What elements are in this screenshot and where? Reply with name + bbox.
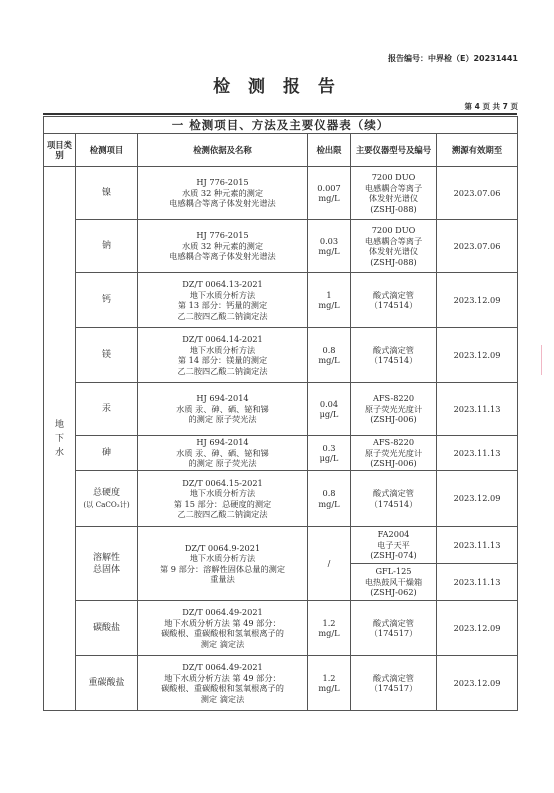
- method-line: 的测定 原子荧光法: [188, 458, 257, 469]
- instrument-cell: [351, 471, 437, 527]
- limit-line: 0.8: [322, 344, 336, 355]
- instrument-line: （174514）: [369, 300, 418, 310]
- col-header-method: 检测依据及名称: [138, 134, 308, 167]
- instrument-cell: [351, 328, 437, 383]
- method-line: 地下水质分析方法 第 49 部分：: [164, 617, 281, 628]
- limit-line: 0.03: [319, 235, 339, 246]
- limit-cell: [308, 471, 351, 527]
- method-line: 电感耦合等离子体发射光谱法: [169, 251, 276, 262]
- instrument-line: 酸式滴定管: [373, 617, 414, 628]
- date-cell: 2023.11.13: [437, 436, 518, 471]
- table-row: [44, 383, 518, 436]
- instrument-cell: [351, 167, 437, 220]
- instrument-line: 电热鼓风干燥箱: [364, 576, 423, 587]
- section-title: 一 检测项目、方法及主要仪器表（续）: [44, 117, 518, 134]
- item-name: 钙: [101, 295, 111, 305]
- header-rule: [43, 113, 517, 115]
- limit-cell: [308, 273, 351, 328]
- method-line: 乙二胺四乙酸二钠滴定法: [177, 365, 268, 376]
- item-name: 汞: [101, 404, 111, 414]
- instrument-cell: [351, 656, 437, 711]
- date-cell: 2023.11.13: [437, 564, 518, 601]
- item-cell: [76, 601, 138, 656]
- method-line: DZ/T 0064.9-2021: [184, 542, 261, 553]
- col-header-instrument: 主要仪器型号及编号: [351, 134, 437, 167]
- instrument-cell: [351, 527, 437, 564]
- table-row: [44, 328, 518, 383]
- item-cell: [76, 436, 138, 471]
- method-cell: [138, 220, 308, 273]
- instrument-line: AFS-8220: [372, 437, 415, 448]
- table-row: [44, 273, 518, 328]
- method-cell: [138, 527, 308, 601]
- method-line: DZ/T 0064.14-2021: [182, 334, 263, 344]
- col-header-category: 项目类别: [44, 134, 76, 167]
- limit-line: mg/L: [318, 628, 340, 638]
- page-indicator: 第 4 页 共 7 页: [464, 102, 518, 111]
- method-line: DZ/T 0064.13-2021: [182, 279, 263, 289]
- instrument-line: 原子荧光光度计: [364, 403, 423, 414]
- limit-cell: [308, 436, 351, 471]
- instrument-line: 酸式滴定管: [373, 672, 414, 683]
- item-name: 总硬度: [92, 487, 120, 498]
- table-row: [44, 656, 518, 711]
- table-row: [44, 436, 518, 471]
- method-line: DZ/T 0064.15-2021: [182, 477, 263, 488]
- method-line: HJ 694-2014: [196, 393, 249, 404]
- item-cell: [76, 328, 138, 383]
- instrument-line: (ZSHJ-006): [370, 458, 417, 469]
- item-cell: [76, 220, 138, 273]
- item-name: 钠: [101, 241, 111, 251]
- method-line: 碳酸根、重碳酸根和氢氧根离子的: [161, 683, 284, 693]
- item-name: 砷: [101, 448, 111, 458]
- item-cell: [76, 273, 138, 328]
- instrument-line: (ZSHJ-062): [370, 587, 417, 598]
- item-name: 镁: [101, 350, 111, 360]
- instrument-cell: [351, 273, 437, 328]
- limit-line: 0.3: [322, 442, 336, 453]
- method-line: 第 13 部分：钙量的测定: [177, 300, 268, 310]
- method-line: DZ/T 0064.49-2021: [182, 607, 263, 617]
- table-row: [44, 527, 518, 564]
- method-line: 水质 32 种元素的测定: [181, 187, 264, 198]
- instrument-cell: [351, 564, 437, 601]
- instrument-line: GFL-125: [375, 566, 412, 577]
- method-cell: [138, 656, 308, 711]
- instrument-line: （174514）: [369, 498, 418, 509]
- method-line: HJ 776-2015: [196, 177, 249, 188]
- limit-cell: [308, 383, 351, 436]
- method-line: 第 14 部分：镁量的测定: [177, 355, 268, 365]
- limit-line: μg/L: [319, 453, 339, 463]
- instrument-line: 电感耦合等离子: [364, 235, 423, 246]
- limit-line: 0.007: [317, 182, 341, 193]
- limit-line: μg/L: [319, 409, 339, 419]
- item-cell: [76, 167, 138, 220]
- table-row: [44, 220, 518, 273]
- method-line: 地下水质分析方法 第 49 部分：: [164, 672, 281, 683]
- limit-line: mg/L: [318, 355, 340, 365]
- instrument-line: (ZSHJ-074): [370, 550, 417, 561]
- date-cell: 2023.11.13: [437, 383, 518, 436]
- instrument-cell: [351, 383, 437, 436]
- method-cell: [138, 273, 308, 328]
- method-cell: [138, 383, 308, 436]
- limit-line: mg/L: [318, 246, 340, 256]
- item-cell: [76, 383, 138, 436]
- limit-line: /: [327, 558, 331, 569]
- date-cell: 2023.12.09: [437, 273, 518, 328]
- method-cell: [138, 328, 308, 383]
- method-line: 水质 汞、砷、硒、铋和锑: [176, 403, 269, 414]
- method-line: 电感耦合等离子体发射光谱法: [169, 198, 276, 209]
- limit-line: 0.04: [319, 398, 339, 409]
- col-header-limit: 检出限: [308, 134, 351, 167]
- limit-line: 1: [326, 289, 332, 300]
- instrument-line: (ZSHJ-088): [370, 203, 417, 214]
- margin-mark: [541, 345, 550, 375]
- method-line: 重量法: [210, 574, 235, 584]
- instrument-cell: [351, 436, 437, 471]
- date-cell: 2023.12.09: [437, 601, 518, 656]
- instrument-line: （174514）: [369, 355, 418, 365]
- instrument-line: AFS-8220: [372, 393, 415, 404]
- limit-line: 0.8: [322, 488, 336, 498]
- limit-line: mg/L: [318, 193, 340, 203]
- method-line: 测定 滴定法: [200, 638, 245, 649]
- limit-cell: [308, 601, 351, 656]
- methods-table: [43, 116, 518, 711]
- limit-line: mg/L: [318, 498, 340, 509]
- instrument-line: 原子荧光光度计: [364, 447, 423, 458]
- method-line: 地下水质分析方法: [189, 289, 256, 300]
- item-subnote: (以 CaCO₃计): [83, 499, 130, 509]
- limit-cell: [308, 328, 351, 383]
- limit-cell: [308, 167, 351, 220]
- col-header-item: 检测项目: [76, 134, 138, 167]
- instrument-line: （174517）: [369, 683, 418, 693]
- table-row: [44, 167, 518, 220]
- instrument-line: FA2004: [377, 529, 410, 540]
- category-label: 地下水: [54, 419, 64, 458]
- method-line: 地下水质分析方法: [189, 488, 256, 498]
- limit-line: 1.2: [322, 672, 336, 683]
- instrument-line: 酸式滴定管: [373, 344, 414, 355]
- report-number: 报告编号：中界检（E）20231441: [388, 54, 518, 63]
- limit-line: mg/L: [318, 683, 340, 693]
- method-line: 水质 32 种元素的测定: [181, 240, 264, 251]
- method-line: 地下水质分析方法: [189, 344, 256, 355]
- item-name: 溶解性总固体: [92, 552, 120, 575]
- instrument-cell: [351, 601, 437, 656]
- method-line: 水质 汞、砷、硒、铋和锑: [176, 447, 269, 458]
- instrument-line: 电子天平: [377, 539, 410, 550]
- date-cell: 2023.12.09: [437, 328, 518, 383]
- instrument-line: 体发射光谱仪: [368, 246, 419, 256]
- method-line: 乙二胺四乙酸二钠滴定法: [177, 310, 268, 321]
- instrument-line: 7200 DUO: [371, 172, 416, 182]
- limit-line: 1.2: [322, 617, 336, 628]
- limit-cell: [308, 220, 351, 273]
- item-cell: [76, 527, 138, 601]
- item-name: 重碳酸盐: [88, 678, 125, 688]
- table-row: [44, 471, 518, 527]
- col-header-traceability: 溯源有效期至: [437, 134, 518, 167]
- limit-cell: [308, 656, 351, 711]
- method-line: HJ 694-2014: [196, 437, 249, 448]
- method-cell: [138, 167, 308, 220]
- instrument-line: 酸式滴定管: [373, 488, 414, 498]
- item-cell: [76, 656, 138, 711]
- method-line: 乙二胺四乙酸二钠滴定法: [177, 509, 268, 519]
- item-name: 碳酸盐: [92, 623, 120, 633]
- instrument-cell: [351, 220, 437, 273]
- method-cell: [138, 601, 308, 656]
- instrument-line: 电感耦合等离子: [364, 182, 423, 193]
- instrument-line: (ZSHJ-006): [370, 414, 417, 425]
- table-body: [44, 167, 518, 711]
- method-line: 测定 滴定法: [200, 693, 245, 704]
- method-cell: [138, 471, 308, 527]
- date-cell: 2023.12.09: [437, 471, 518, 527]
- instrument-line: （174517）: [369, 628, 418, 638]
- page-title: 检 测 报 告: [213, 77, 341, 97]
- limit-cell: [308, 527, 351, 601]
- method-line: DZ/T 0064.49-2021: [182, 662, 263, 672]
- date-cell: 2023.11.13: [437, 527, 518, 564]
- method-line: 碳酸根、重碳酸根和氢氧根离子的: [161, 628, 284, 638]
- date-cell: 2023.12.09: [437, 656, 518, 711]
- method-line: 的测定 原子荧光法: [188, 414, 257, 425]
- limit-line: mg/L: [318, 300, 340, 310]
- method-cell: [138, 436, 308, 471]
- table-row: [44, 601, 518, 656]
- instrument-line: 酸式滴定管: [373, 289, 414, 300]
- instrument-line: (ZSHJ-088): [370, 256, 417, 267]
- date-cell: 2023.07.06: [437, 220, 518, 273]
- instrument-line: 体发射光谱仪: [368, 193, 419, 203]
- method-line: HJ 776-2015: [196, 230, 249, 241]
- item-cell: [76, 471, 138, 527]
- method-line: 第 15 部分：总硬度的测定: [173, 498, 272, 509]
- date-cell: 2023.07.06: [437, 167, 518, 220]
- method-line: 地下水质分析方法: [189, 553, 256, 563]
- instrument-line: 7200 DUO: [371, 225, 416, 235]
- method-line: 第 9 部分：溶解性固体总量的测定: [159, 563, 286, 574]
- item-name: 镍: [101, 188, 111, 198]
- category-cell: [44, 167, 76, 711]
